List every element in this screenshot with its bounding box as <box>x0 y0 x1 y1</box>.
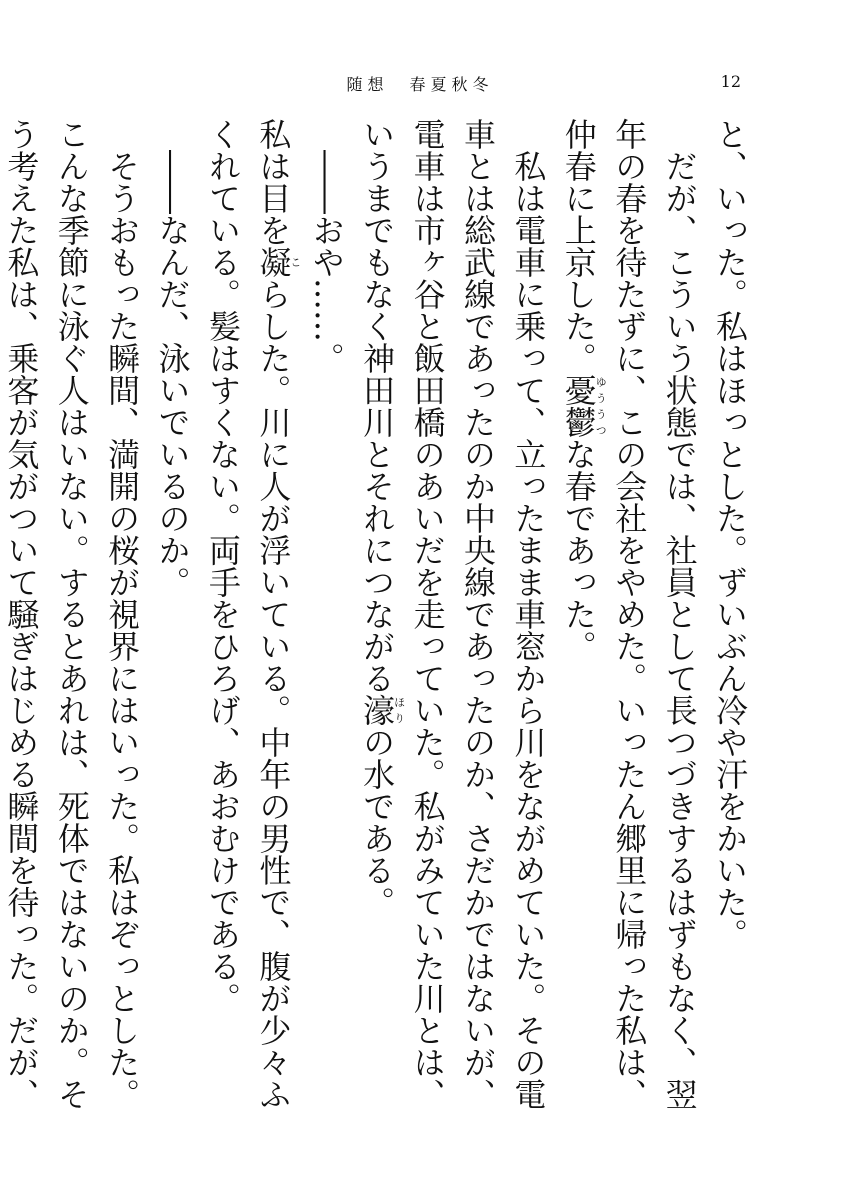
paragraph-5 <box>198 118 302 1128</box>
paragraph-text: 私は目を <box>254 118 293 246</box>
ruby-reading: ほり <box>392 694 406 726</box>
paragraph-2 <box>553 118 704 1128</box>
paragraph-6 <box>147 118 197 1128</box>
ruby-reading: ゆううつ <box>594 374 608 438</box>
page-number: 12 <box>720 72 741 91</box>
ruby-word: 濠ほり <box>358 694 406 726</box>
paragraph-text: ――なんだ、泳いでいるのか。 <box>153 150 192 598</box>
ruby-word: 凝こ <box>254 246 302 278</box>
paragraph-text: そうおもった瞬間、満開の桜が視界にはいった。私はぞっとした。こんな季節に泳ぐ人はいない。するとあれは、死体ではないのか。そう考えた私は、乗客が気がついて騒ぎはじめる瞬間を待った。だが、 <box>2 118 142 1110</box>
paragraph-7 <box>0 118 147 1128</box>
paragraph-text: と、いった。私はほっとした。ずいぶん冷や汗をかいた。 <box>711 118 749 950</box>
ruby-reading: こ <box>288 246 302 278</box>
paragraph-4 <box>301 118 351 1128</box>
paragraph-3 <box>352 118 554 1128</box>
paragraph-text: ――おや……。 <box>307 150 346 374</box>
paragraph-text: 私は電車に乗って、立ったまま車窓から川をながめていた。その電車とは総武線であったのか中央線であったのか、さだかではないが、電車は市ヶ谷と飯田橋のあいだを走っていた。私がみていた川とは、いうまでもなく神田川とそれにつながる <box>358 118 548 1110</box>
paragraph-text: の水である。 <box>358 726 397 918</box>
paragraph-text: らした。川に人が浮いている。中年の男性で、腹が少々ふくれている。髪はすくない。両手をひろげ、あおむけである。 <box>203 118 293 1110</box>
ruby-word: 憂鬱ゆううつ <box>559 374 608 438</box>
paragraph-text: な春であった。 <box>559 438 598 662</box>
paragraph-1 <box>705 118 755 1128</box>
paragraph-text: だが、こういう状態では、社員として長つづきするはずもなく、翌年の春を待たずに、この会社をやめた。いったん郷里に帰った私は、仲春に上京した。 <box>559 118 699 1110</box>
running-header-title: 随想 春夏秋冬 <box>346 75 494 94</box>
body-text <box>2 118 755 1128</box>
